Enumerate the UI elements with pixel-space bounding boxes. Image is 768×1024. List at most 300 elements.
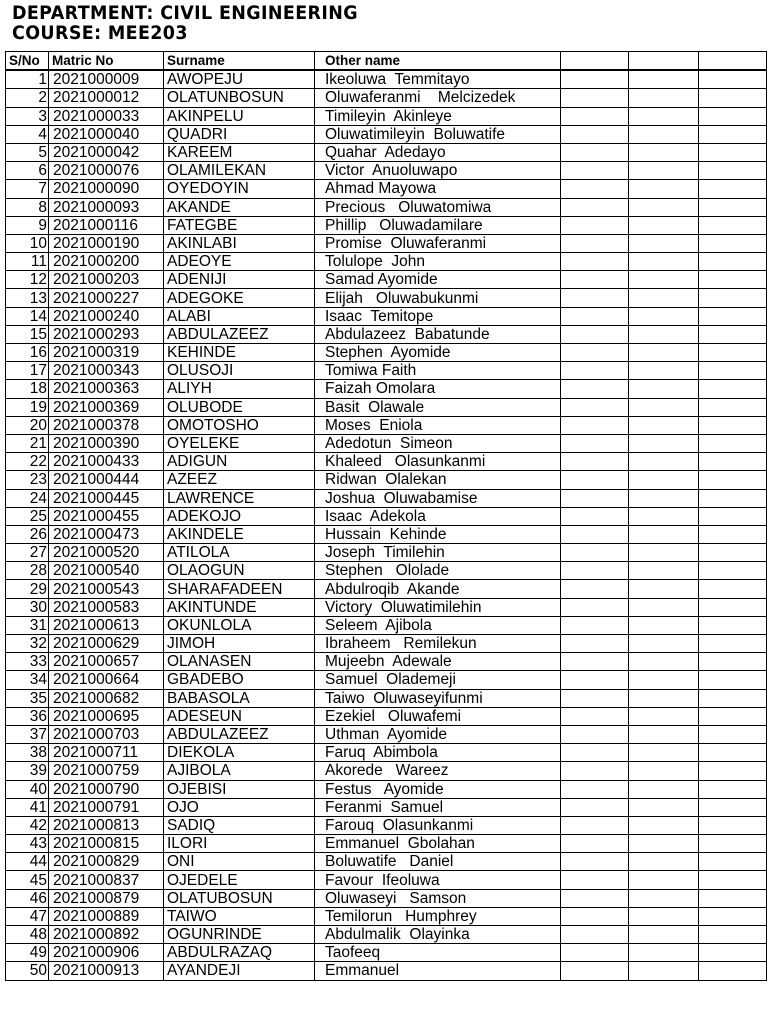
column-header-sno: S/No xyxy=(6,52,49,71)
blank-cell xyxy=(699,489,767,507)
surname-cell: AWOPEJU xyxy=(164,70,315,89)
table-row xyxy=(6,344,767,362)
blank-cell xyxy=(561,689,629,707)
surname-cell: OLUBODE xyxy=(164,398,315,416)
other-name-cell: Uthman Ayomide xyxy=(315,725,561,743)
blank-cell xyxy=(561,871,629,889)
blank-cell xyxy=(561,707,629,725)
row-number-cell: 14 xyxy=(6,307,49,325)
table-row xyxy=(6,307,767,325)
table-row xyxy=(6,180,767,198)
matric-no-cell: 2021000711 xyxy=(49,744,164,762)
blank-cell xyxy=(561,780,629,798)
blank-cell xyxy=(561,725,629,743)
column-header-blank-4 xyxy=(699,52,767,71)
matric-no-cell: 2021000473 xyxy=(49,525,164,543)
blank-cell xyxy=(699,962,767,980)
blank-cell xyxy=(629,380,699,398)
table-row xyxy=(6,416,767,434)
blank-cell xyxy=(699,362,767,380)
surname-cell: OMOTOSHO xyxy=(164,416,315,434)
matric-no-cell: 2021000892 xyxy=(49,926,164,944)
matric-no-cell: 2021000879 xyxy=(49,889,164,907)
matric-no-cell: 2021000695 xyxy=(49,707,164,725)
row-number-cell: 18 xyxy=(6,380,49,398)
surname-cell: AKINDELE xyxy=(164,525,315,543)
blank-cell xyxy=(699,816,767,834)
other-name-cell: Abdulroqib Akande xyxy=(315,580,561,598)
matric-no-cell: 2021000433 xyxy=(49,453,164,471)
blank-cell xyxy=(629,889,699,907)
surname-cell: ADEKOJO xyxy=(164,507,315,525)
blank-cell xyxy=(561,162,629,180)
table-row xyxy=(6,143,767,161)
blank-cell xyxy=(629,453,699,471)
surname-cell: JIMOH xyxy=(164,635,315,653)
matric-no-cell: 2021000657 xyxy=(49,653,164,671)
table-row xyxy=(6,962,767,980)
blank-cell xyxy=(561,525,629,543)
surname-cell: KAREEM xyxy=(164,143,315,161)
blank-cell xyxy=(629,271,699,289)
surname-cell: OLAOGUN xyxy=(164,562,315,580)
table-row xyxy=(6,489,767,507)
matric-no-cell: 2021000076 xyxy=(49,162,164,180)
surname-cell: ALABI xyxy=(164,307,315,325)
table-row xyxy=(6,762,767,780)
surname-cell: ILORI xyxy=(164,835,315,853)
row-number-cell: 4 xyxy=(6,125,49,143)
other-name-cell: Victory Oluwatimilehin xyxy=(315,598,561,616)
matric-no-cell: 2021000583 xyxy=(49,598,164,616)
blank-cell xyxy=(561,653,629,671)
blank-cell xyxy=(629,471,699,489)
surname-cell: BABASOLA xyxy=(164,689,315,707)
other-name-cell: Ikeoluwa Temmitayo xyxy=(315,70,561,89)
matric-no-cell: 2021000664 xyxy=(49,671,164,689)
table-row xyxy=(6,289,767,307)
row-number-cell: 5 xyxy=(6,143,49,161)
column-header-other-name: Other name xyxy=(315,52,561,71)
matric-no-cell: 2021000520 xyxy=(49,544,164,562)
row-number-cell: 15 xyxy=(6,325,49,343)
other-name-cell: Abdulazeez Babatunde xyxy=(315,325,561,343)
surname-cell: AKINLABI xyxy=(164,234,315,252)
column-header-matric-no: Matric No xyxy=(49,52,164,71)
blank-cell xyxy=(699,907,767,925)
table-row xyxy=(6,234,767,252)
other-name-cell: Elijah Oluwabukunmi xyxy=(315,289,561,307)
other-name-cell: Faruq Abimbola xyxy=(315,744,561,762)
blank-cell xyxy=(561,125,629,143)
row-number-cell: 42 xyxy=(6,816,49,834)
surname-cell: DIEKOLA xyxy=(164,744,315,762)
surname-cell: OLANASEN xyxy=(164,653,315,671)
blank-cell xyxy=(629,853,699,871)
blank-cell xyxy=(561,616,629,634)
blank-cell xyxy=(699,525,767,543)
surname-cell: SHARAFADEEN xyxy=(164,580,315,598)
other-name-cell: Adedotun Simeon xyxy=(315,434,561,452)
blank-cell xyxy=(629,216,699,234)
surname-cell: ABDULAZEEZ xyxy=(164,725,315,743)
table-row xyxy=(6,671,767,689)
blank-cell xyxy=(629,107,699,125)
other-name-cell: Tomiwa Faith xyxy=(315,362,561,380)
table-row xyxy=(6,598,767,616)
other-name-cell: Ibraheem Remilekun xyxy=(315,635,561,653)
other-name-cell: Temilorun Humphrey xyxy=(315,907,561,925)
blank-cell xyxy=(561,671,629,689)
matric-no-cell: 2021000090 xyxy=(49,180,164,198)
other-name-cell: Basit Olawale xyxy=(315,398,561,416)
blank-cell xyxy=(561,70,629,89)
table-row xyxy=(6,653,767,671)
blank-cell xyxy=(561,926,629,944)
other-name-cell: Oluwaseyi Samson xyxy=(315,889,561,907)
matric-no-cell: 2021000240 xyxy=(49,307,164,325)
table-row xyxy=(6,107,767,125)
other-name-cell: Joseph Timilehin xyxy=(315,544,561,562)
table-row xyxy=(6,525,767,543)
blank-cell xyxy=(699,926,767,944)
matric-no-cell: 2021000378 xyxy=(49,416,164,434)
blank-cell xyxy=(699,744,767,762)
surname-cell: ABDULAZEEZ xyxy=(164,325,315,343)
blank-cell xyxy=(561,416,629,434)
blank-cell xyxy=(561,744,629,762)
blank-cell xyxy=(699,253,767,271)
blank-cell xyxy=(699,798,767,816)
blank-cell xyxy=(561,325,629,343)
blank-cell xyxy=(629,871,699,889)
other-name-cell: Abdulmalik Olayinka xyxy=(315,926,561,944)
blank-cell xyxy=(699,871,767,889)
table-row xyxy=(6,889,767,907)
matric-no-cell: 2021000906 xyxy=(49,944,164,962)
blank-cell xyxy=(629,725,699,743)
table-row xyxy=(6,271,767,289)
surname-cell: ONI xyxy=(164,853,315,871)
blank-cell xyxy=(699,853,767,871)
blank-cell xyxy=(561,307,629,325)
table-row xyxy=(6,725,767,743)
blank-cell xyxy=(561,271,629,289)
surname-cell: OYEDOYIN xyxy=(164,180,315,198)
matric-no-cell: 2021000293 xyxy=(49,325,164,343)
table-row xyxy=(6,616,767,634)
matric-no-cell: 2021000543 xyxy=(49,580,164,598)
blank-cell xyxy=(629,962,699,980)
row-number-cell: 30 xyxy=(6,598,49,616)
row-number-cell: 49 xyxy=(6,944,49,962)
blank-cell xyxy=(561,344,629,362)
blank-cell xyxy=(699,944,767,962)
blank-cell xyxy=(561,507,629,525)
other-name-cell: Favour Ifeoluwa xyxy=(315,871,561,889)
row-number-cell: 3 xyxy=(6,107,49,125)
blank-cell xyxy=(561,289,629,307)
other-name-cell: Ridwan Olalekan xyxy=(315,471,561,489)
blank-cell xyxy=(629,89,699,107)
matric-no-cell: 2021000227 xyxy=(49,289,164,307)
row-number-cell: 13 xyxy=(6,289,49,307)
other-name-cell: Hussain Kehinde xyxy=(315,525,561,543)
other-name-cell: Promise Oluwaferanmi xyxy=(315,234,561,252)
matric-no-cell: 2021000042 xyxy=(49,143,164,161)
blank-cell xyxy=(561,635,629,653)
row-number-cell: 2 xyxy=(6,89,49,107)
blank-cell xyxy=(629,180,699,198)
blank-cell xyxy=(629,416,699,434)
other-name-cell: Tolulope John xyxy=(315,253,561,271)
row-number-cell: 29 xyxy=(6,580,49,598)
blank-cell xyxy=(561,580,629,598)
table-row xyxy=(6,198,767,216)
other-name-cell: Taiwo Oluwaseyifunmi xyxy=(315,689,561,707)
blank-cell xyxy=(699,434,767,452)
blank-cell xyxy=(699,107,767,125)
other-name-cell: Victor Anuoluwapo xyxy=(315,162,561,180)
blank-cell xyxy=(629,580,699,598)
other-name-cell: Isaac Temitope xyxy=(315,307,561,325)
other-name-cell: Ahmad Mayowa xyxy=(315,180,561,198)
matric-no-cell: 2021000455 xyxy=(49,507,164,525)
other-name-cell: Quahar Adedayo xyxy=(315,143,561,161)
other-name-cell: Samad Ayomide xyxy=(315,271,561,289)
blank-cell xyxy=(629,689,699,707)
other-name-cell: Precious Oluwatomiwa xyxy=(315,198,561,216)
blank-cell xyxy=(699,544,767,562)
blank-cell xyxy=(629,325,699,343)
other-name-cell: Phillip Oluwadamilare xyxy=(315,216,561,234)
blank-cell xyxy=(629,307,699,325)
surname-cell: ADEOYE xyxy=(164,253,315,271)
surname-cell: ADESEUN xyxy=(164,707,315,725)
table-row xyxy=(6,380,767,398)
blank-cell xyxy=(699,125,767,143)
surname-cell: KEHINDE xyxy=(164,344,315,362)
surname-cell: LAWRENCE xyxy=(164,489,315,507)
blank-cell xyxy=(699,234,767,252)
blank-cell xyxy=(699,198,767,216)
blank-cell xyxy=(629,798,699,816)
matric-no-cell: 2021000790 xyxy=(49,780,164,798)
blank-cell xyxy=(629,198,699,216)
matric-no-cell: 2021000837 xyxy=(49,871,164,889)
department-title: DEPARTMENT: CIVIL ENGINEERING xyxy=(12,2,358,24)
surname-cell: AYANDEJI xyxy=(164,962,315,980)
table-row xyxy=(6,780,767,798)
blank-cell xyxy=(699,325,767,343)
other-name-cell: Boluwatife Daniel xyxy=(315,853,561,871)
other-name-cell: Emmanuel Gbolahan xyxy=(315,835,561,853)
table-header-row xyxy=(6,52,767,71)
blank-cell xyxy=(561,762,629,780)
row-number-cell: 40 xyxy=(6,780,49,798)
row-number-cell: 34 xyxy=(6,671,49,689)
matric-no-cell: 2021000040 xyxy=(49,125,164,143)
blank-cell xyxy=(699,398,767,416)
matric-no-cell: 2021000813 xyxy=(49,816,164,834)
table-row xyxy=(6,562,767,580)
row-number-cell: 44 xyxy=(6,853,49,871)
table-row xyxy=(6,253,767,271)
row-number-cell: 46 xyxy=(6,889,49,907)
surname-cell: OJO xyxy=(164,798,315,816)
blank-cell xyxy=(629,525,699,543)
other-name-cell: Faizah Omolara xyxy=(315,380,561,398)
blank-cell xyxy=(561,471,629,489)
blank-cell xyxy=(629,70,699,89)
blank-cell xyxy=(561,180,629,198)
surname-cell: OLAMILEKAN xyxy=(164,162,315,180)
blank-cell xyxy=(629,234,699,252)
matric-no-cell: 2021000363 xyxy=(49,380,164,398)
blank-cell xyxy=(699,707,767,725)
row-number-cell: 37 xyxy=(6,725,49,743)
blank-cell xyxy=(629,671,699,689)
matric-no-cell: 2021000116 xyxy=(49,216,164,234)
row-number-cell: 8 xyxy=(6,198,49,216)
table-row xyxy=(6,471,767,489)
row-number-cell: 20 xyxy=(6,416,49,434)
blank-cell xyxy=(629,489,699,507)
blank-cell xyxy=(699,635,767,653)
blank-cell xyxy=(561,434,629,452)
row-number-cell: 50 xyxy=(6,962,49,980)
surname-cell: AKINPELU xyxy=(164,107,315,125)
blank-cell xyxy=(629,289,699,307)
row-number-cell: 31 xyxy=(6,616,49,634)
table-row xyxy=(6,689,767,707)
other-name-cell: Isaac Adekola xyxy=(315,507,561,525)
row-number-cell: 22 xyxy=(6,453,49,471)
surname-cell: AKANDE xyxy=(164,198,315,216)
blank-cell xyxy=(561,562,629,580)
blank-cell xyxy=(629,616,699,634)
surname-cell: SADIQ xyxy=(164,816,315,834)
table-row xyxy=(6,926,767,944)
blank-cell xyxy=(699,725,767,743)
other-name-cell: Emmanuel xyxy=(315,962,561,980)
blank-cell xyxy=(699,471,767,489)
blank-cell xyxy=(699,380,767,398)
surname-cell: AKINTUNDE xyxy=(164,598,315,616)
matric-no-cell: 2021000829 xyxy=(49,853,164,871)
row-number-cell: 39 xyxy=(6,762,49,780)
row-number-cell: 43 xyxy=(6,835,49,853)
table-row xyxy=(6,580,767,598)
row-number-cell: 23 xyxy=(6,471,49,489)
matric-no-cell: 2021000682 xyxy=(49,689,164,707)
column-header-blank-1 xyxy=(561,52,629,71)
blank-cell xyxy=(699,598,767,616)
table-row xyxy=(6,325,767,343)
row-number-cell: 32 xyxy=(6,635,49,653)
blank-cell xyxy=(699,216,767,234)
matric-no-cell: 2021000540 xyxy=(49,562,164,580)
table-row xyxy=(6,907,767,925)
column-header-surname: Surname xyxy=(164,52,315,71)
blank-cell xyxy=(699,307,767,325)
other-name-cell: Mujeebn Adewale xyxy=(315,653,561,671)
blank-cell xyxy=(561,198,629,216)
table-row xyxy=(6,453,767,471)
matric-no-cell: 2021000913 xyxy=(49,962,164,980)
surname-cell: AJIBOLA xyxy=(164,762,315,780)
blank-cell xyxy=(699,143,767,161)
other-name-cell: Khaleed Olasunkanmi xyxy=(315,453,561,471)
blank-cell xyxy=(629,253,699,271)
row-number-cell: 35 xyxy=(6,689,49,707)
column-header-blank-2 xyxy=(629,52,699,71)
other-name-cell: Joshua Oluwabamise xyxy=(315,489,561,507)
table-row xyxy=(6,89,767,107)
other-name-cell: Samuel Olademeji xyxy=(315,671,561,689)
blank-cell xyxy=(629,362,699,380)
row-number-cell: 17 xyxy=(6,362,49,380)
other-name-cell: Festus Ayomide xyxy=(315,780,561,798)
table-row xyxy=(6,707,767,725)
document-heading xyxy=(12,3,388,43)
blank-cell xyxy=(629,434,699,452)
blank-cell xyxy=(629,544,699,562)
row-number-cell: 33 xyxy=(6,653,49,671)
blank-cell xyxy=(629,907,699,925)
table-row xyxy=(6,216,767,234)
surname-cell: ATILOLA xyxy=(164,544,315,562)
blank-cell xyxy=(699,762,767,780)
matric-no-cell: 2021000093 xyxy=(49,198,164,216)
table-row xyxy=(6,871,767,889)
blank-cell xyxy=(699,70,767,89)
row-number-cell: 6 xyxy=(6,162,49,180)
blank-cell xyxy=(561,143,629,161)
blank-cell xyxy=(561,362,629,380)
matric-no-cell: 2021000033 xyxy=(49,107,164,125)
blank-cell xyxy=(699,780,767,798)
blank-cell xyxy=(561,798,629,816)
blank-cell xyxy=(699,889,767,907)
blank-cell xyxy=(699,271,767,289)
blank-cell xyxy=(561,398,629,416)
matric-no-cell: 2021000445 xyxy=(49,489,164,507)
other-name-cell: Ezekiel Oluwafemi xyxy=(315,707,561,725)
row-number-cell: 1 xyxy=(6,70,49,89)
other-name-cell: Moses Eniola xyxy=(315,416,561,434)
surname-cell: OLUSOJI xyxy=(164,362,315,380)
surname-cell: FATEGBE xyxy=(164,216,315,234)
surname-cell: GBADEBO xyxy=(164,671,315,689)
blank-cell xyxy=(629,653,699,671)
blank-cell xyxy=(699,162,767,180)
table-row xyxy=(6,853,767,871)
row-number-cell: 45 xyxy=(6,871,49,889)
blank-cell xyxy=(561,835,629,853)
table-row xyxy=(6,835,767,853)
blank-cell xyxy=(629,635,699,653)
matric-no-cell: 2021000703 xyxy=(49,725,164,743)
table-row xyxy=(6,544,767,562)
matric-no-cell: 2021000343 xyxy=(49,362,164,380)
blank-cell xyxy=(699,562,767,580)
blank-cell xyxy=(561,234,629,252)
blank-cell xyxy=(629,507,699,525)
blank-cell xyxy=(699,507,767,525)
other-name-cell: Taofeeq xyxy=(315,944,561,962)
surname-cell: OLATUNBOSUN xyxy=(164,89,315,107)
